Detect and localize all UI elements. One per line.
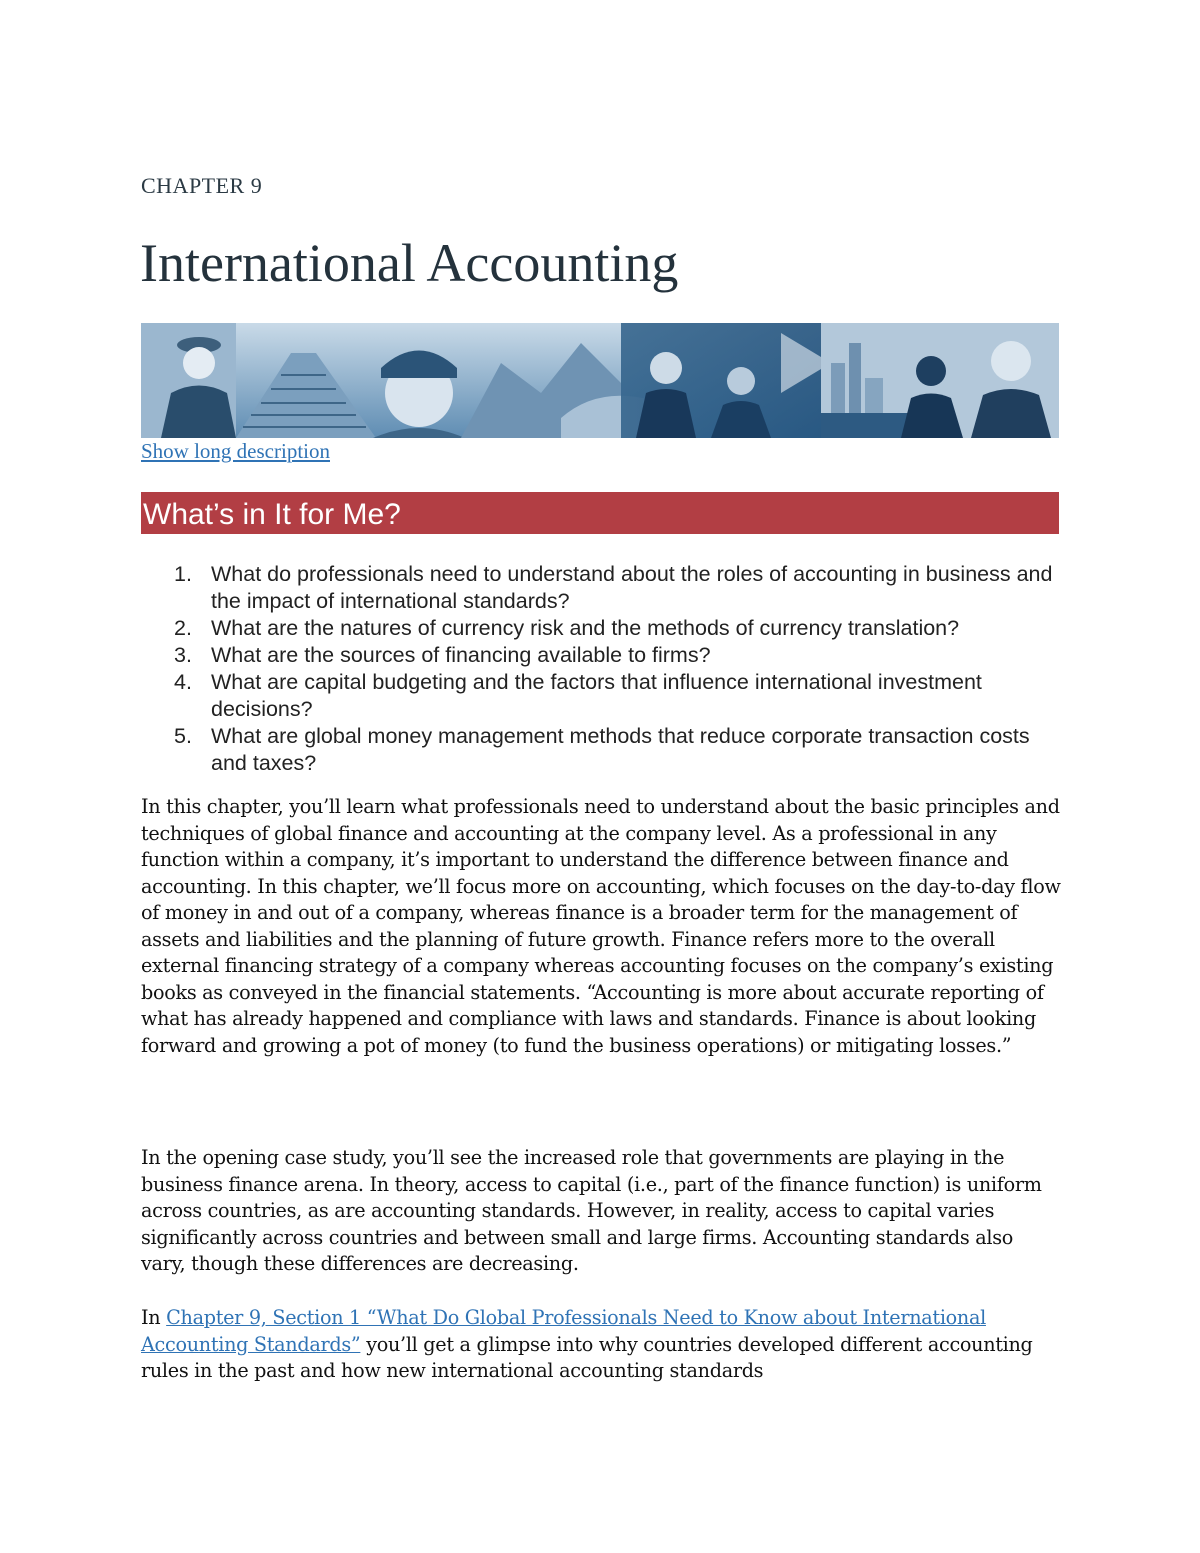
list-item-text: What are the sources of financing available to firms? [211,643,711,667]
intro-paragraph: In this chapter, you’ll learn what professionals need to understand about the basic principles and techniques of global finance and accounting at the company level. As a professional in any function within a company, it’s important to understand the difference between finance and accounting. In this chapter, we’ll focus more on accounting, which focuses on the day-to-day flow of money in and out of a company, whereas finance is a broader term for the management of assets and liabilities and the planning of future growth. Finance refers more to the overall external financing strategy of a company whereas accounting focuses on the company’s existing books as conveyed in the financial statements. “Accounting is more about accurate reporting of what has already happened and compliance with laws and standards. Finance is about looking forward and growing a pot of money (to fund the business operations) or mitigating losses.” [141,795,1061,1057]
case-study-paragraph: In the opening case study, you’ll see the increased role that governments are playing in the business finance arena. In theory, access to capital (i.e., part of the finance function) is uniform across countries, as are accounting standards. However, in reality, access to capital varies significantly across countries and between small and large firms. Accounting standards also vary, though these differences are decreasing. [141,1146,1042,1275]
section-preview-paragraph [141,1305,1061,1385]
chapter-banner-image [141,323,1059,438]
list-item-text: What are the natures of currency risk and the methods of currency translation? [211,616,960,640]
chapter-label: CHAPTER 9 [141,173,263,198]
list-item-number: 1. [174,562,192,586]
list-item-number: 2. [174,616,192,640]
list-item-number: 3. [174,643,192,667]
section-heading-bar [141,492,1059,534]
paragraph-text-suffix: you’ll get a glimpse into why countries developed different accounting rules in the past and how new international accounting standards [141,1332,1033,1382]
list-item [141,669,1059,723]
show-long-description-link[interactable]: Show long description [141,439,330,463]
list-item [141,642,1059,669]
list-item [141,723,1059,777]
list-item [141,615,1059,642]
list-item-text: What do professionals need to understand about the roles of accounting in business and the impact of international standards? [211,562,1053,613]
page-title: International Accounting [140,233,679,293]
list-item [141,561,1059,615]
learning-objectives-list [141,561,1059,777]
list-item-number: 4. [174,670,192,694]
list-item-number: 5. [174,724,192,748]
list-item-text: What are global money management methods that reduce corporate transaction costs and taxes? [211,724,1030,775]
list-item-text: What are capital budgeting and the factors that influence international investment decisions? [211,670,982,721]
chapter-section-link[interactable]: Chapter 9, Section 1 “What Do Global Professionals Need to Know about International Accounting Standards” [141,1306,986,1356]
banner-collage-graphic [141,323,1059,438]
section-heading: What’s in It for Me? [143,498,401,531]
paragraph-text-prefix: In [141,1306,167,1329]
